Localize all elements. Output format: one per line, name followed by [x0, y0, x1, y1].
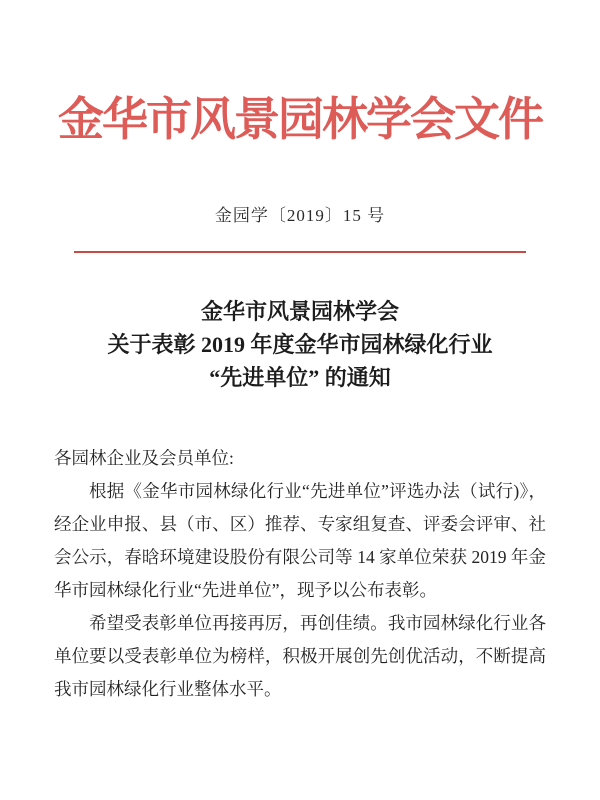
salutation: 各园林企业及会员单位:: [54, 447, 234, 468]
document-number: 金园学〔2019〕15 号: [214, 205, 386, 225]
red-divider-line: [74, 251, 526, 253]
notice-title-line2: 关于表彰 2019 年度金华市园林绿化行业: [107, 331, 493, 357]
notice-body: [54, 442, 546, 706]
paragraph-2: 希望受表彰单位再接再厉，再创佳绩。我市园林绿化行业各单位要以受表彰单位为榜样，积极开展创先创优活动，不断提高我市园林绿化行业整体水平。: [54, 612, 546, 699]
notice-title-line1: 金华市风景园林学会: [200, 298, 399, 324]
red-header-title: 金华市风景园林学会文件: [58, 94, 542, 145]
paragraph-1: 根据《金华市园林绿化行业“先进单位”评选办法（试行)》，经企业申报、县（市、区）推荐、专家组复查、评委会评审、社会公示，春晗环境建设股份有限公司等 14 家单位荣获 2019 年金华市园林绿化行业“先进单位”，现予以公布表彰。: [54, 480, 546, 600]
notice-title-line3: “先进单位” 的通知: [209, 364, 391, 390]
notice-title: [0, 295, 600, 394]
